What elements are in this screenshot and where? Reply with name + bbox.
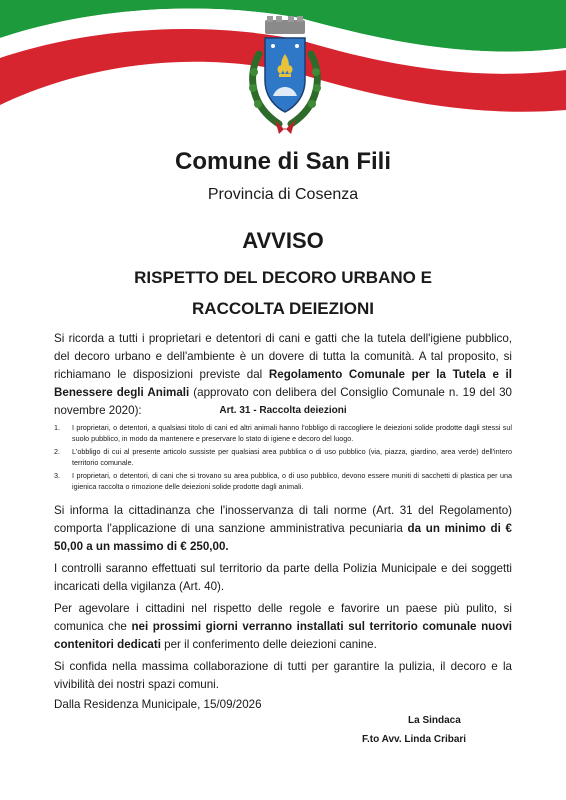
notice-subject-line-1: RISPETTO DEL DECORO URBANO E xyxy=(134,268,432,287)
sanction-paragraph: Si informa la cittadinanza che l'inosservanza di tali norme (Art. 31 del Regolamento) comporta l'applicazione di una sanzione amministrativa pecuniaria da un minimo di € 50,00 a un massimo di € 250,00. xyxy=(54,504,512,553)
signatory-name: F.to Avv. Linda Cribari xyxy=(362,734,467,745)
regulation-name: Regolamento Comunale per la Tutela e il Benessere degli Animali xyxy=(54,368,512,399)
article-item: 1. I proprietari, o detentori, a qualsiasi titolo di cani ed altri animali hanno l'obbligo di raccogliere le deiezioni solide prodotte dagli stessi sul suolo pubblico, in modo da mantenere e preservare lo stato di igiene e decoro del luogo. xyxy=(54,423,512,443)
article-list xyxy=(54,422,512,494)
article-title: Art. 31 - Raccolta deiezioni xyxy=(219,405,347,416)
town-title: Comune di San Fili xyxy=(174,148,391,175)
collaboration-paragraph: Si confida nella massima collaborazione di tutti per garantire la pulizia, il decoro e la vivibilità dei nostri spazi comuni. xyxy=(54,660,512,691)
article-item: 2. L'obbligo di cui al presente articolo sussiste per qualsiasi area pubblica o di uso pubblico (via, piazza, giardino, area verde) dell'intero territorio comunale. xyxy=(54,447,512,467)
containers-paragraph: Per agevolare i cittadini nel rispetto delle regole e favorire un paese più pulito, si comunica che nei prossimi giorni verranno installati sul territorio comunale nuovi contenitori dedicati per il conferimento delle deiezioni canine. xyxy=(54,602,512,651)
containers-announcement: nei prossimi giorni verranno installati sul territorio comunale nuovi contenitori dedicati xyxy=(54,620,512,651)
date-line: Dalla Residenza Municipale, 15/09/2026 xyxy=(54,698,262,711)
intro-paragraph: Si ricorda a tutti i proprietari e detentori di cani e gatti che la tutela dell'igiene pubblico, del decoro urbano e dell'ambiente è un dovere di tutta la comunità. A tal proposito, si richiamano le disposizioni previste dal Regolamento Comunale per la Tutela e il Benessere degli Animali (approvato con delibera del Consiglio Comunale n. 19 del 30 novembre 2020): xyxy=(54,332,512,417)
province-subtitle: Provincia di Cosenza xyxy=(207,186,359,203)
signatory-title: La Sindaca xyxy=(408,715,461,726)
article-item: 3. I proprietari, o detentori, di cani che si trovano su area pubblica, o di uso pubblico, devono essere muniti di sacchetti di plastica per una igienica raccolta o rimozione delle deiezioni solide prodotte dagli animali. xyxy=(54,471,512,491)
controls-paragraph: I controlli saranno effettuati sul territorio da parte della Polizia Municipale e dei soggetti incaricati della vigilanza (Art. 40). xyxy=(54,562,512,593)
municipal-coat-of-arms-icon xyxy=(245,14,325,136)
notice-subject-line-2: RACCOLTA DEIEZIONI xyxy=(192,299,374,318)
notice-heading: AVVISO xyxy=(242,228,324,253)
fine-amount: da un minimo di € 50,00 a un massimo di € 250,00. xyxy=(54,522,512,553)
